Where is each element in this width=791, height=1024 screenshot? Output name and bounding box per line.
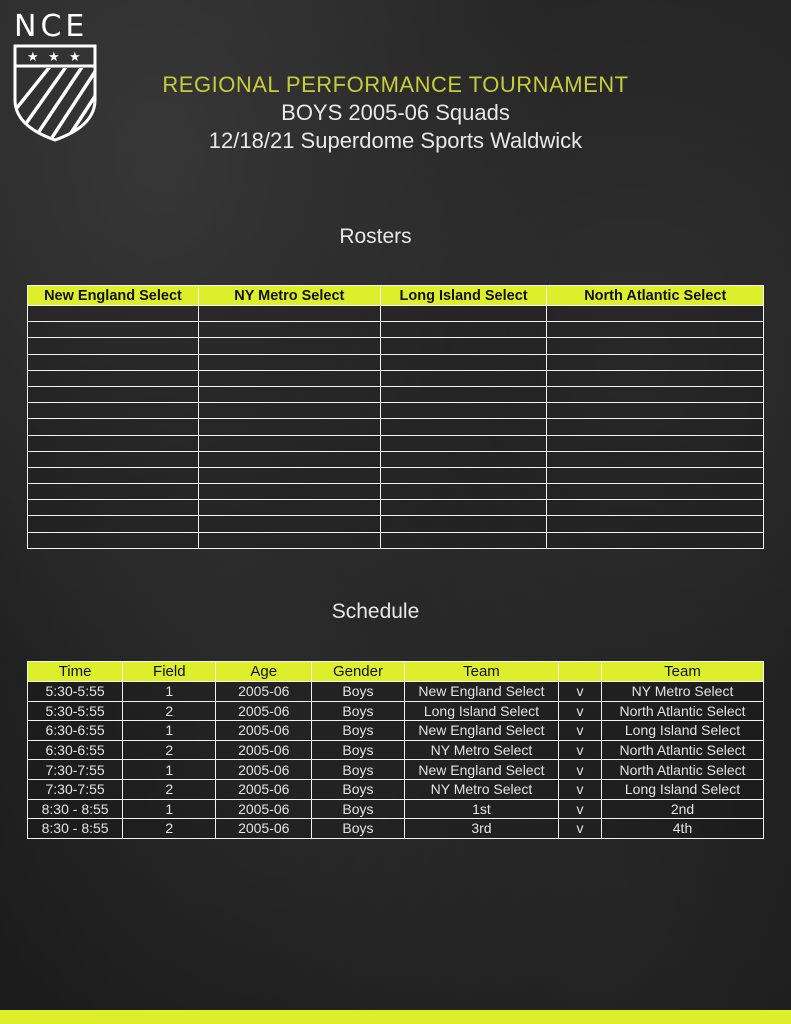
roster-cell[interactable]	[547, 484, 764, 500]
roster-cell[interactable]	[547, 419, 764, 435]
roster-cell[interactable]	[380, 435, 547, 451]
schedule-cell: 8:30 - 8:55	[28, 819, 123, 839]
schedule-cell: 1	[123, 682, 216, 702]
schedule-cell: Boys	[312, 740, 405, 760]
roster-cell[interactable]	[547, 451, 764, 467]
schedule-cell: v	[559, 740, 602, 760]
schedule-row	[28, 721, 764, 741]
schedule-cell: v	[559, 721, 602, 741]
svg-text:★: ★	[27, 50, 39, 65]
roster-cell[interactable]	[198, 484, 380, 500]
schedule-cell: North Atlantic Select	[602, 740, 764, 760]
schedule-cell: NY Metro Select	[602, 682, 764, 702]
roster-cell[interactable]	[28, 419, 199, 435]
roster-cell[interactable]	[547, 322, 764, 338]
roster-cell[interactable]	[28, 322, 199, 338]
roster-row	[28, 451, 764, 467]
roster-cell[interactable]	[380, 451, 547, 467]
schedule-cell: Boys	[312, 682, 405, 702]
roster-cell[interactable]	[28, 338, 199, 354]
schedule-row	[28, 779, 764, 799]
schedule-cell: New England Select	[404, 682, 558, 702]
roster-cell[interactable]	[380, 354, 547, 370]
schedule-cell: Boys	[312, 819, 405, 839]
roster-row	[28, 370, 764, 386]
schedule-cell: v	[559, 779, 602, 799]
schedule-cell: 3rd	[404, 819, 558, 839]
schedule-row	[28, 760, 764, 780]
schedule-cell: v	[559, 701, 602, 721]
roster-cell[interactable]	[198, 386, 380, 402]
schedule-cell: v	[559, 819, 602, 839]
schedule-col-header: Time	[28, 662, 123, 682]
roster-cell[interactable]	[380, 532, 547, 548]
schedule-col-header: Team	[602, 662, 764, 682]
schedule-cell: 7:30-7:55	[28, 779, 123, 799]
roster-cell[interactable]	[198, 467, 380, 483]
roster-cell[interactable]	[28, 467, 199, 483]
schedule-heading: Schedule	[331, 600, 420, 623]
roster-row	[28, 467, 764, 483]
roster-row	[28, 435, 764, 451]
schedule-cell: 5:30-5:55	[28, 701, 123, 721]
roster-cell[interactable]	[380, 338, 547, 354]
schedule-cell: 2005-06	[216, 682, 312, 702]
svg-text:★: ★	[69, 50, 81, 65]
schedule-cell: 5:30-5:55	[28, 682, 123, 702]
roster-col-header: New England Select	[28, 286, 199, 306]
schedule-cell: 8:30 - 8:55	[28, 799, 123, 819]
event-date-location: 12/18/21 Superdome Sports Waldwick	[208, 128, 583, 153]
tournament-title: REGIONAL PERFORMANCE TOURNAMENT	[162, 72, 629, 97]
schedule-cell: Boys	[312, 799, 405, 819]
schedule-cell: Boys	[312, 701, 405, 721]
roster-cell[interactable]	[547, 386, 764, 402]
roster-cell[interactable]	[547, 516, 764, 532]
schedule-cell: 2nd	[602, 799, 764, 819]
roster-cell[interactable]	[28, 516, 199, 532]
roster-cell[interactable]	[28, 403, 199, 419]
schedule-cell: 6:30-6:55	[28, 740, 123, 760]
schedule-row	[28, 819, 764, 839]
schedule-cell: North Atlantic Select	[602, 760, 764, 780]
schedule-row	[28, 799, 764, 819]
roster-cell[interactable]	[28, 451, 199, 467]
schedule-cell: 2	[123, 819, 216, 839]
roster-col-header: NY Metro Select	[198, 286, 380, 306]
roster-cell[interactable]	[198, 322, 380, 338]
schedule-cell: 2005-06	[216, 799, 312, 819]
roster-cell[interactable]	[198, 451, 380, 467]
schedule-cell: 6:30-6:55	[28, 721, 123, 741]
roster-row	[28, 419, 764, 435]
schedule-cell: 2005-06	[216, 721, 312, 741]
roster-cell[interactable]	[28, 370, 199, 386]
roster-cell[interactable]	[198, 516, 380, 532]
schedule-cell: North Atlantic Select	[602, 701, 764, 721]
roster-row	[28, 516, 764, 532]
roster-col-header: Long Island Select	[380, 286, 547, 306]
schedule-cell: 2005-06	[216, 779, 312, 799]
schedule-col-header: Gender	[312, 662, 405, 682]
schedule-cell: 4th	[602, 819, 764, 839]
schedule-cell: 1	[123, 721, 216, 741]
roster-cell[interactable]	[547, 435, 764, 451]
roster-cell[interactable]	[547, 306, 764, 322]
roster-cell[interactable]	[547, 500, 764, 516]
roster-cell[interactable]	[380, 419, 547, 435]
schedule-cell: Boys	[312, 721, 405, 741]
schedule-cell: 2	[123, 779, 216, 799]
schedule-row	[28, 740, 764, 760]
svg-text:★: ★	[48, 50, 60, 65]
schedule-cell: v	[559, 799, 602, 819]
roster-cell[interactable]	[547, 532, 764, 548]
logo-text: NCE	[14, 9, 89, 44]
roster-cell[interactable]	[198, 354, 380, 370]
roster-cell[interactable]	[380, 386, 547, 402]
roster-cell[interactable]	[28, 354, 199, 370]
roster-cell[interactable]	[380, 403, 547, 419]
roster-cell[interactable]	[198, 338, 380, 354]
roster-cell[interactable]	[28, 500, 199, 516]
roster-cell[interactable]	[380, 484, 547, 500]
roster-cell[interactable]	[380, 306, 547, 322]
roster-cell[interactable]	[380, 516, 547, 532]
schedule-row	[28, 682, 764, 702]
schedule-header-row	[28, 662, 764, 682]
schedule-cell: 1st	[404, 799, 558, 819]
schedule-cell: v	[559, 682, 602, 702]
schedule-table	[27, 661, 764, 839]
roster-row	[28, 322, 764, 338]
roster-cell[interactable]	[380, 370, 547, 386]
roster-col-header: North Atlantic Select	[547, 286, 764, 306]
schedule-cell: NY Metro Select	[404, 740, 558, 760]
roster-cell[interactable]	[198, 532, 380, 548]
rosters-heading: Rosters	[339, 225, 412, 248]
schedule-cell: 2005-06	[216, 760, 312, 780]
roster-cell[interactable]	[198, 419, 380, 435]
roster-row	[28, 338, 764, 354]
roster-cell[interactable]	[380, 500, 547, 516]
schedule-cell: 2	[123, 701, 216, 721]
roster-row	[28, 500, 764, 516]
schedule-cell: 2005-06	[216, 819, 312, 839]
schedule-col-header: Age	[216, 662, 312, 682]
roster-row	[28, 403, 764, 419]
roster-cell[interactable]	[380, 467, 547, 483]
bottom-accent-bar	[0, 1010, 791, 1024]
roster-cell[interactable]	[547, 467, 764, 483]
roster-cell[interactable]	[198, 435, 380, 451]
roster-row	[28, 354, 764, 370]
schedule-cell: Long Island Select	[404, 701, 558, 721]
schedule-cell: NY Metro Select	[404, 779, 558, 799]
roster-cell[interactable]	[547, 338, 764, 354]
schedule-cell: 2	[123, 740, 216, 760]
schedule-cell: 2005-06	[216, 701, 312, 721]
roster-cell[interactable]	[380, 322, 547, 338]
roster-row	[28, 386, 764, 402]
roster-header-row	[28, 286, 764, 306]
schedule-row	[28, 701, 764, 721]
schedule-cell: Long Island Select	[602, 721, 764, 741]
roster-cell[interactable]	[547, 403, 764, 419]
roster-row	[28, 532, 764, 548]
roster-cell[interactable]	[198, 500, 380, 516]
schedule-cell: New England Select	[404, 760, 558, 780]
roster-row	[28, 484, 764, 500]
roster-cell[interactable]	[547, 354, 764, 370]
squad-subtitle: BOYS 2005-06 Squads	[281, 100, 510, 125]
schedule-cell: 1	[123, 760, 216, 780]
schedule-cell: 2005-06	[216, 740, 312, 760]
roster-cell[interactable]	[28, 532, 199, 548]
roster-row	[28, 306, 764, 322]
roster-cell[interactable]	[28, 306, 199, 322]
schedule-cell: New England Select	[404, 721, 558, 741]
schedule-cell: 7:30-7:55	[28, 760, 123, 780]
schedule-col-header: Field	[123, 662, 216, 682]
schedule-cell: Boys	[312, 760, 405, 780]
schedule-col-header	[559, 662, 602, 682]
schedule-cell: v	[559, 760, 602, 780]
schedule-col-header: Team	[404, 662, 558, 682]
roster-cell[interactable]	[28, 484, 199, 500]
roster-cell[interactable]	[28, 386, 199, 402]
schedule-cell: 1	[123, 799, 216, 819]
roster-cell[interactable]	[198, 403, 380, 419]
roster-cell[interactable]	[547, 370, 764, 386]
schedule-cell: Long Island Select	[602, 779, 764, 799]
schedule-cell: Boys	[312, 779, 405, 799]
roster-cell[interactable]	[28, 435, 199, 451]
roster-cell[interactable]	[198, 306, 380, 322]
roster-cell[interactable]	[198, 370, 380, 386]
roster-table	[27, 285, 764, 549]
